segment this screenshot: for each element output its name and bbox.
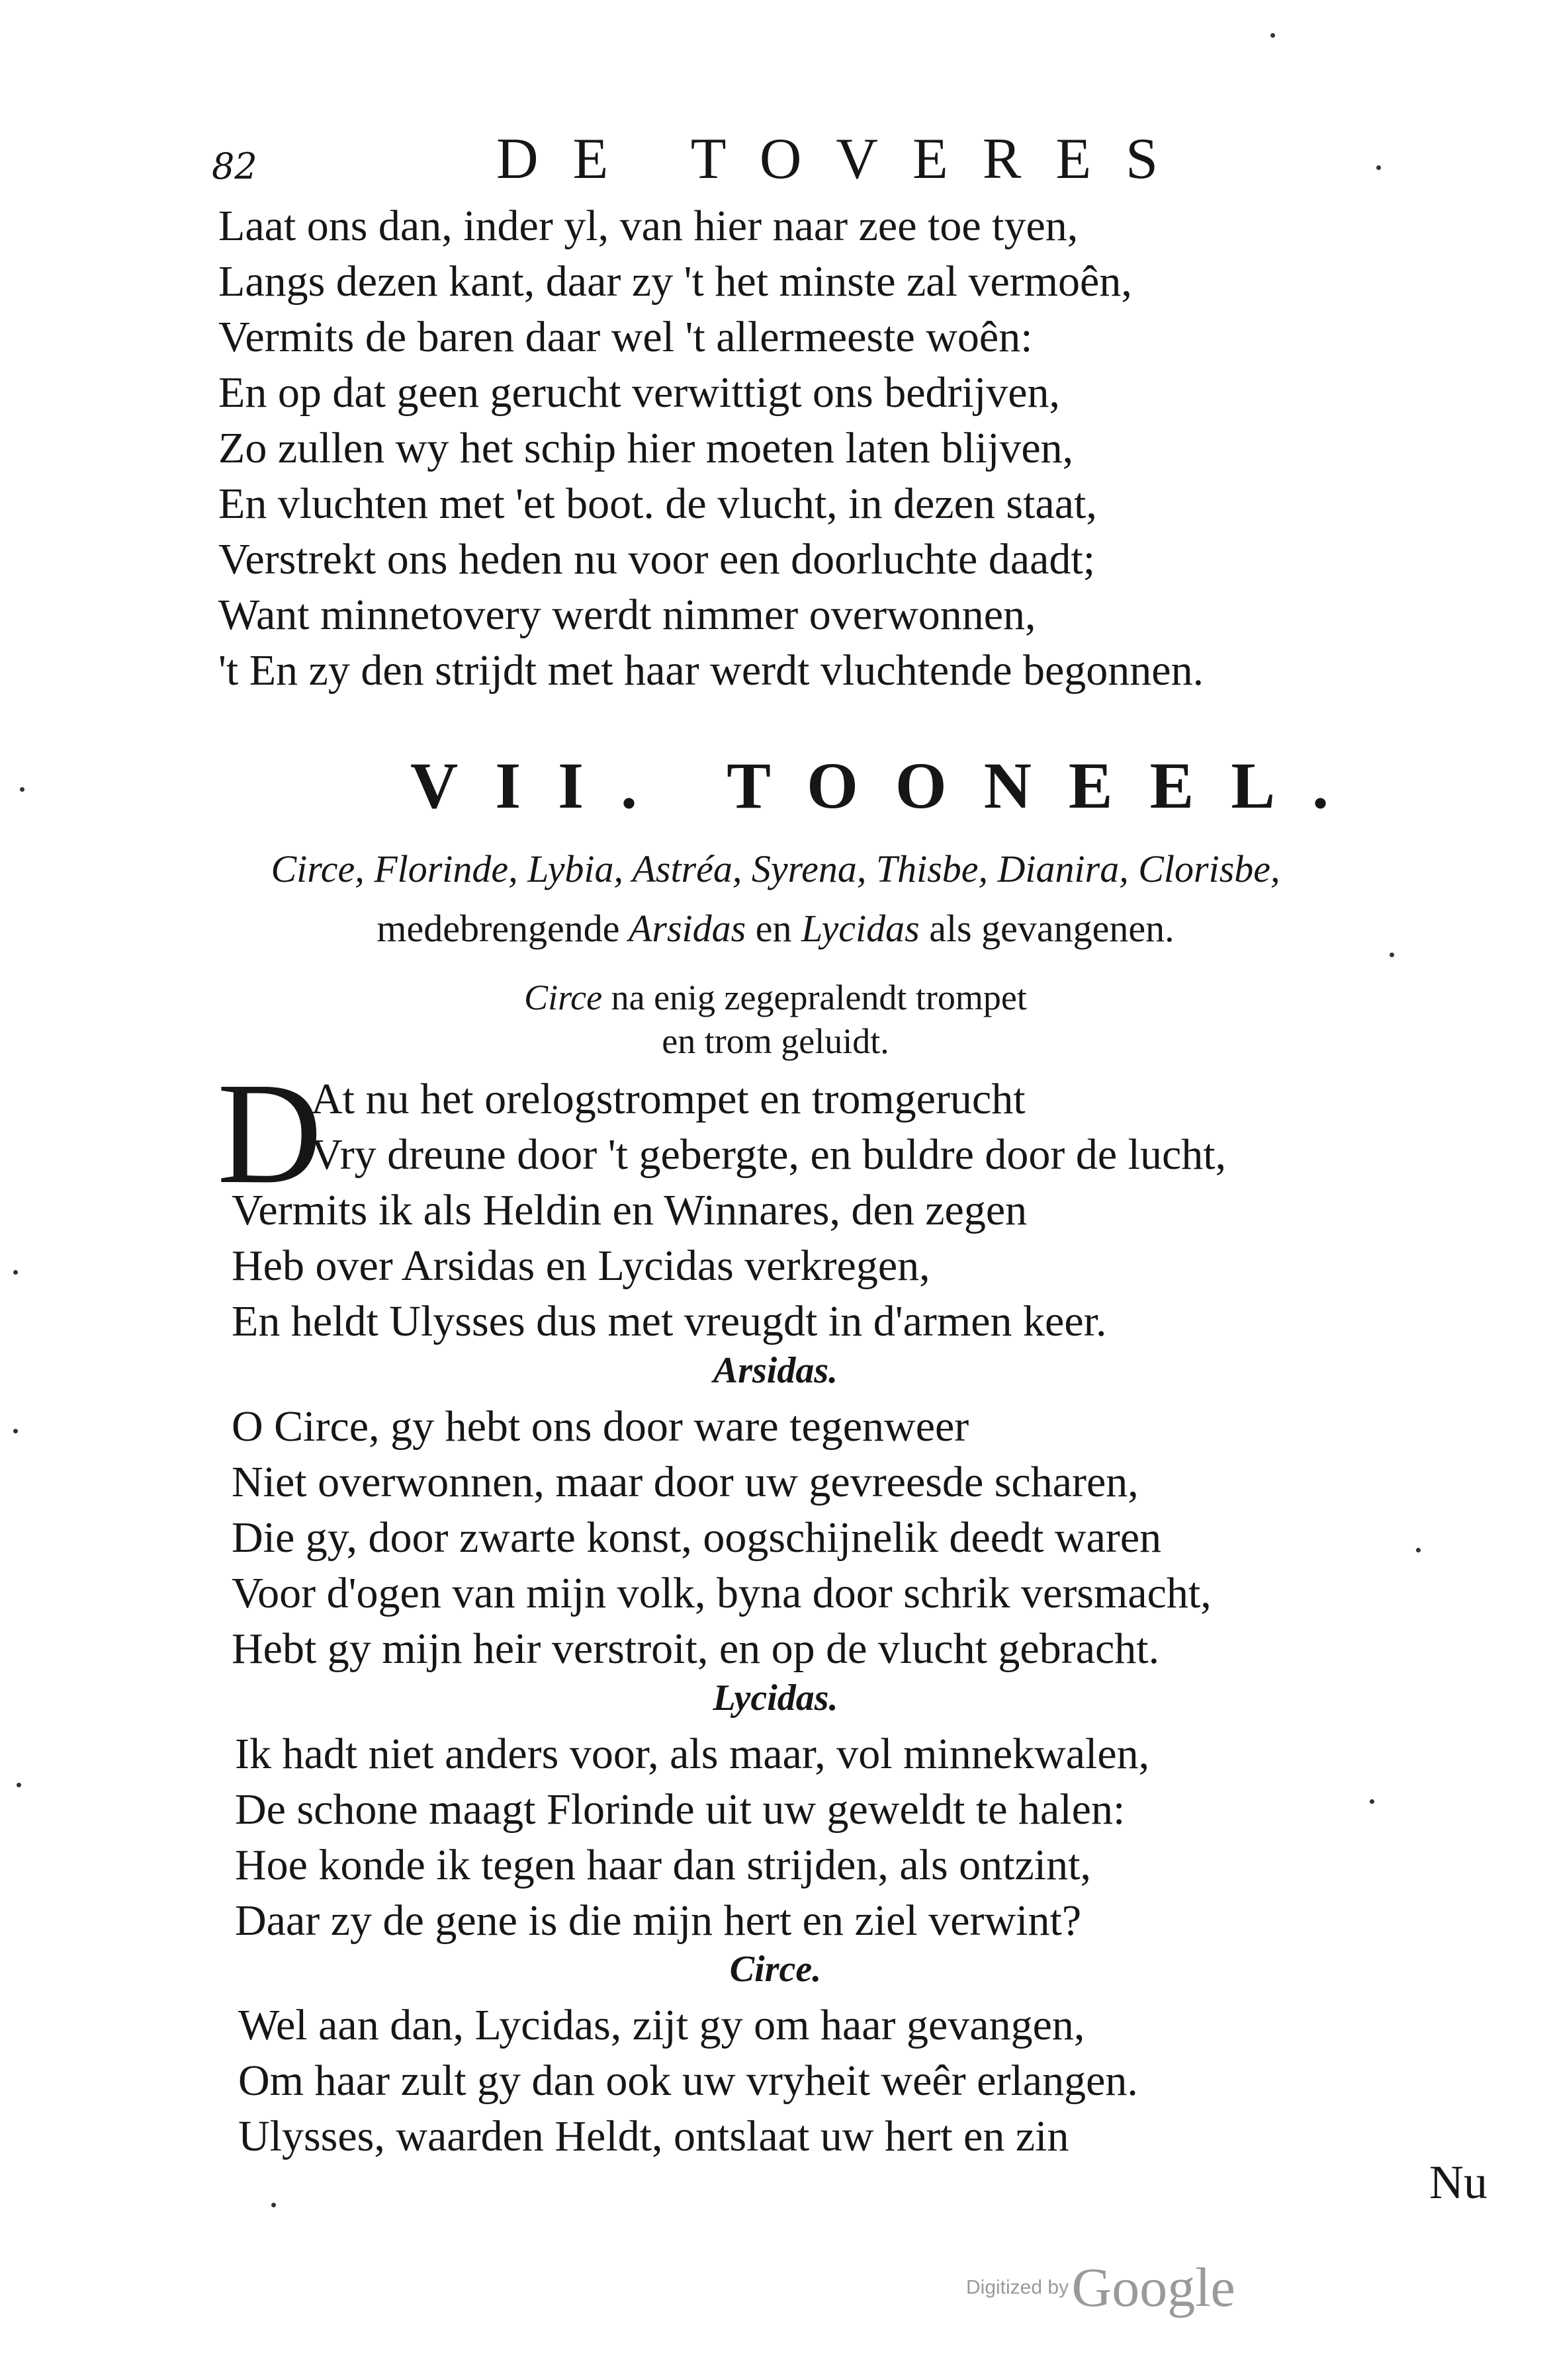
verse-line: En heldt Ulysses dus met vreugdt in d'armen keer.	[232, 1297, 1107, 1345]
verse-line: Verstrekt ons heden nu voor een doorluchte daadt;	[218, 535, 1096, 583]
verse-line: Hoe konde ik tegen haar dan strijden, als ontzint,	[235, 1841, 1091, 1889]
cast-name: Lycidas	[801, 907, 920, 950]
ink-speck	[1376, 165, 1381, 170]
running-head	[212, 126, 1363, 205]
verse-block-1	[218, 198, 1204, 699]
verse-line: De schone maagt Florinde uit uw geweldt te halen:	[235, 1785, 1126, 1834]
ink-speck	[20, 787, 24, 792]
ink-speck	[1370, 1799, 1374, 1804]
verse-line: Om haar zult gy dan ook uw vryheit weêr erlangen.	[238, 2057, 1138, 2105]
verse-line: Vermits ik als Heldin en Winnares, den zegen	[232, 1186, 1028, 1234]
ink-speck	[13, 1270, 18, 1275]
verse-block-2b	[232, 1183, 1106, 1349]
verse-line: Hebt gy mijn heir verstroit, en op de vlucht gebracht.	[232, 1625, 1160, 1673]
verse-line: At nu het orelogstrompet en tromgerucht	[311, 1075, 1026, 1123]
verse-line: Want minnetovery werdt nimmer overwonnen,	[218, 591, 1036, 639]
stage-direction-text: na enig zegepralendt trompet	[611, 978, 1027, 1017]
ink-speck	[17, 1783, 21, 1787]
watermark-prefix: Digitized by	[966, 2276, 1069, 2299]
stage-direction-text: en trom geluidt.	[662, 1021, 889, 1061]
speaker-label: Circe.	[729, 1949, 822, 1990]
verse-line: En vluchten met 'et boot. de vlucht, in dezen staat,	[218, 480, 1097, 528]
verse-line: Niet overwonnen, maar door uw gevreesde scharen,	[232, 1458, 1139, 1506]
cast-text: en	[755, 907, 792, 950]
cast-list: Circe, Florinde, Lybia, Astréa, Syrena, Thisbe, Dianira, Clorisbe,	[271, 847, 1280, 890]
stage-speaker: Circe	[524, 978, 603, 1017]
verse-line: Die gy, door zwarte konst, oogschijnelik deedt waren	[232, 1513, 1162, 1562]
verse-line: Wel aan dan, Lycidas, zijt gy om haar gevangen,	[238, 2001, 1085, 2049]
ink-speck	[1390, 953, 1394, 957]
verse-block-5	[238, 1998, 1138, 2164]
cast-text: als gevangenen.	[929, 907, 1174, 950]
scene-heading: VII. TOONEEL.	[410, 749, 1366, 822]
ink-speck	[1270, 33, 1275, 38]
cast-text: medebrengende	[377, 907, 620, 950]
ink-speck	[1416, 1548, 1421, 1552]
drop-cap: D	[217, 1052, 322, 1214]
cast-name: Arsidas	[628, 907, 746, 950]
ink-speck	[271, 2203, 276, 2207]
verse-line: O Circe, gy hebt ons door ware tegenweer	[232, 1402, 969, 1451]
verse-block-4	[235, 1726, 1149, 1949]
verse-line: Laat ons dan, inder yl, van hier naar zee toe tyen,	[218, 202, 1079, 250]
verse-line: Daar zy de gene is die mijn hert en ziel verwint?	[235, 1896, 1082, 1945]
catchword: Nu	[1429, 2156, 1487, 2209]
speaker-label: Arsidas.	[713, 1350, 838, 1391]
page-number: 82	[212, 146, 257, 187]
verse-line: 't En zy den strijdt met haar werdt vluchtende begonnen.	[218, 646, 1204, 695]
google-logo: Google	[1071, 2257, 1235, 2318]
verse-line: Ulysses, waarden Heldt, ontslaat uw hert en zin	[238, 2112, 1069, 2160]
verse-line: Vermits de baren daar wel 't allermeeste woên:	[218, 313, 1033, 361]
cast-list-continuation	[0, 906, 1551, 951]
verse-line: En op dat geen gerucht verwittigt ons bedrijven,	[218, 368, 1060, 417]
running-title: DE TOVERES	[496, 127, 1193, 191]
verse-block-3	[232, 1399, 1212, 1677]
verse-line: Heb over Arsidas en Lycidas verkregen,	[232, 1242, 930, 1290]
verse-line: Ik hadt niet anders voor, als maar, vol minnekwalen,	[235, 1730, 1150, 1778]
verse-block-2a	[311, 1072, 1226, 1183]
digitized-by-google-watermark	[966, 2256, 1235, 2320]
verse-line: Vry dreune door 't gebergte, en buldre door de lucht,	[311, 1130, 1227, 1179]
speaker-label: Lycidas.	[713, 1678, 838, 1719]
stage-direction	[0, 976, 1551, 1063]
verse-line: Zo zullen wy het schip hier moeten laten blijven,	[218, 424, 1074, 472]
verse-line: Voor d'ogen van mijn volk, byna door schrik versmacht,	[232, 1569, 1212, 1617]
ink-speck	[13, 1429, 18, 1433]
verse-line: Langs dezen kant, daar zy 't het minste zal vermoên,	[218, 257, 1132, 306]
